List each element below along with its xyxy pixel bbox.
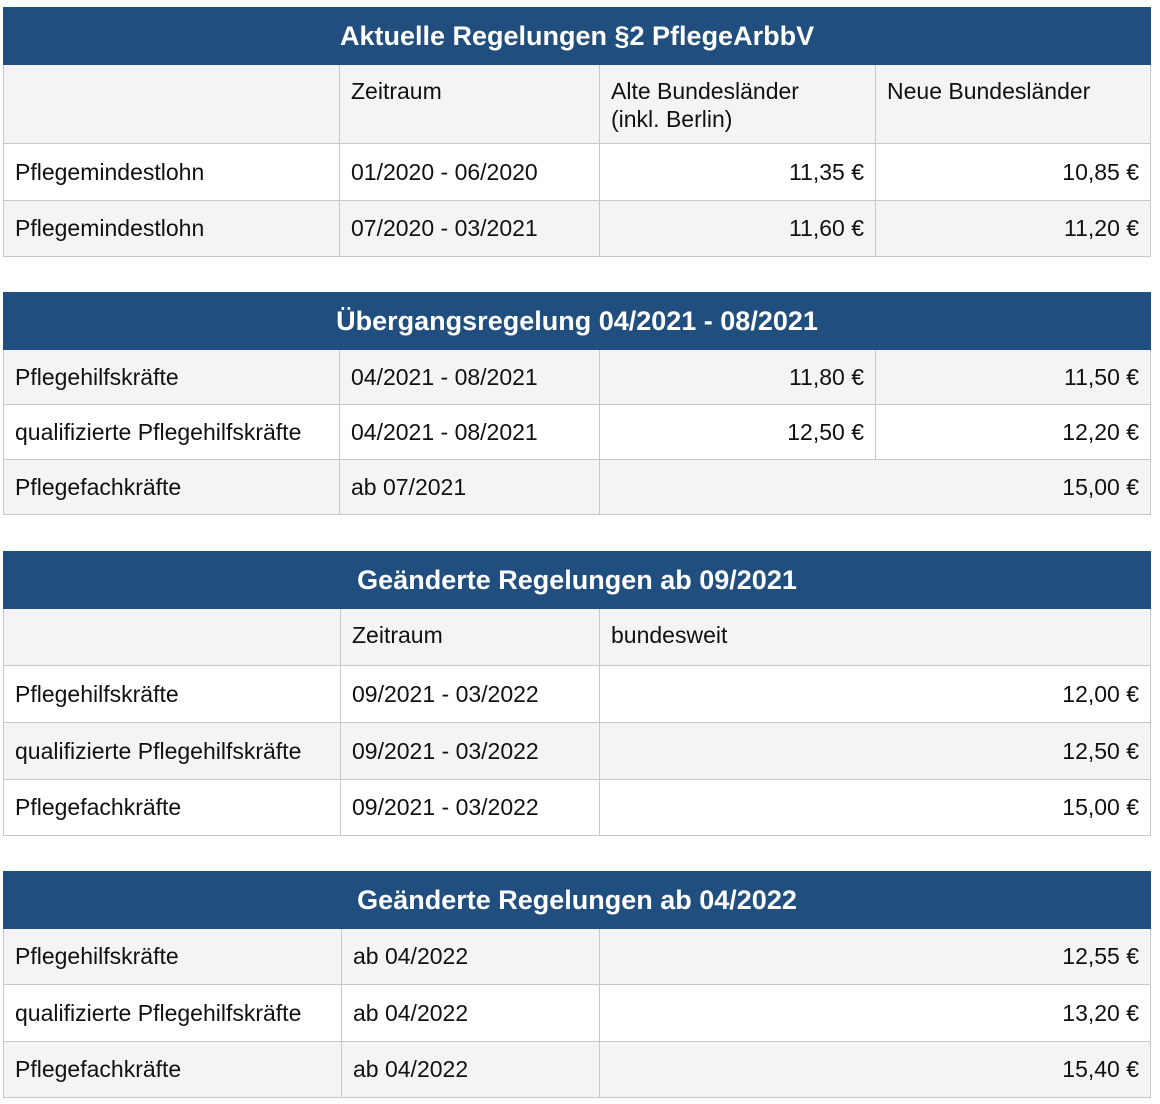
- table-title: Aktuelle Regelungen §2 PflegeArbbV: [4, 8, 1151, 65]
- row-value: 13,20 €: [600, 985, 1151, 1042]
- row-period: 09/2021 - 03/2022: [341, 723, 600, 780]
- row-label: Pflegefachkräfte: [4, 460, 340, 515]
- row-value: 12,00 €: [600, 666, 1151, 723]
- row-label: Pflegemindestlohn: [4, 144, 340, 201]
- table-title: Geänderte Regelungen ab 09/2021: [4, 552, 1151, 609]
- table-geaenderte-regelungen-2022: [3, 871, 1151, 1098]
- table-row: [4, 201, 1151, 257]
- row-period: ab 04/2022: [342, 985, 600, 1042]
- table-title: Übergangsregelung 04/2021 - 08/2021: [4, 293, 1151, 350]
- row-label: qualifizierte Pflegehilfskräfte: [4, 723, 341, 780]
- table-row: [4, 723, 1151, 780]
- table-row: [4, 929, 1151, 985]
- header-cell-zeitraum: Zeitraum: [341, 609, 600, 666]
- row-value: 12,55 €: [600, 929, 1151, 985]
- table-row: [4, 350, 1151, 405]
- header-cell-zeitraum: Zeitraum: [340, 65, 600, 144]
- table-row: [4, 144, 1151, 201]
- row-value: 15,40 €: [600, 1042, 1151, 1098]
- row-value-west: 11,60 €: [600, 201, 876, 257]
- row-label: Pflegefachkräfte: [4, 780, 341, 836]
- table-header-row: [4, 65, 1151, 144]
- row-label: Pflegehilfskräfte: [4, 929, 342, 985]
- row-period: ab 04/2022: [342, 929, 600, 985]
- row-value: 12,50 €: [600, 723, 1151, 780]
- table-row: [4, 666, 1151, 723]
- table-row: [4, 780, 1151, 836]
- row-value-west: 11,35 €: [600, 144, 876, 201]
- header-cell-empty: [4, 65, 340, 144]
- table-aktuelle-regelungen: [3, 7, 1151, 257]
- row-value-west: 11,80 €: [600, 350, 876, 405]
- row-period: ab 04/2022: [342, 1042, 600, 1098]
- table-header-row: [4, 609, 1151, 666]
- table-geaenderte-regelungen-2021: [3, 551, 1151, 836]
- row-value-east: 11,20 €: [876, 201, 1151, 257]
- row-label: Pflegehilfskräfte: [4, 350, 340, 405]
- header-text: Alte Bundesländer (inkl. Berlin): [611, 78, 799, 132]
- table-row: [4, 1042, 1151, 1098]
- row-period: 04/2021 - 08/2021: [340, 405, 600, 460]
- header-cell-alte-bundeslaender: [600, 65, 876, 144]
- table-title: Geänderte Regelungen ab 04/2022: [4, 872, 1151, 929]
- table-row: [4, 985, 1151, 1042]
- row-value-east: 12,20 €: [876, 405, 1151, 460]
- row-value-east: 11,50 €: [876, 350, 1151, 405]
- table-uebergangsregelung: [3, 292, 1151, 515]
- row-label: Pflegemindestlohn: [4, 201, 340, 257]
- row-period: ab 07/2021: [340, 460, 600, 515]
- row-period: 07/2020 - 03/2021: [340, 201, 600, 257]
- row-label: qualifizierte Pflegehilfskräfte: [4, 985, 342, 1042]
- table-row: [4, 405, 1151, 460]
- row-period: 09/2021 - 03/2022: [341, 666, 600, 723]
- row-period: 09/2021 - 03/2022: [341, 780, 600, 836]
- row-value-east: 10,85 €: [876, 144, 1151, 201]
- row-value-west: 12,50 €: [600, 405, 876, 460]
- header-cell-bundesweit: bundesweit: [600, 609, 1151, 666]
- row-value: 15,00 €: [600, 780, 1151, 836]
- row-period: 01/2020 - 06/2020: [340, 144, 600, 201]
- header-cell-neue-bundeslaender: Neue Bundesländer: [876, 65, 1151, 144]
- row-label: Pflegehilfskräfte: [4, 666, 341, 723]
- row-value-bundesweit: 15,00 €: [600, 460, 1151, 515]
- header-cell-empty: [4, 609, 341, 666]
- row-label: Pflegefachkräfte: [4, 1042, 342, 1098]
- row-period: 04/2021 - 08/2021: [340, 350, 600, 405]
- row-label: qualifizierte Pflegehilfskräfte: [4, 405, 340, 460]
- table-row: [4, 460, 1151, 515]
